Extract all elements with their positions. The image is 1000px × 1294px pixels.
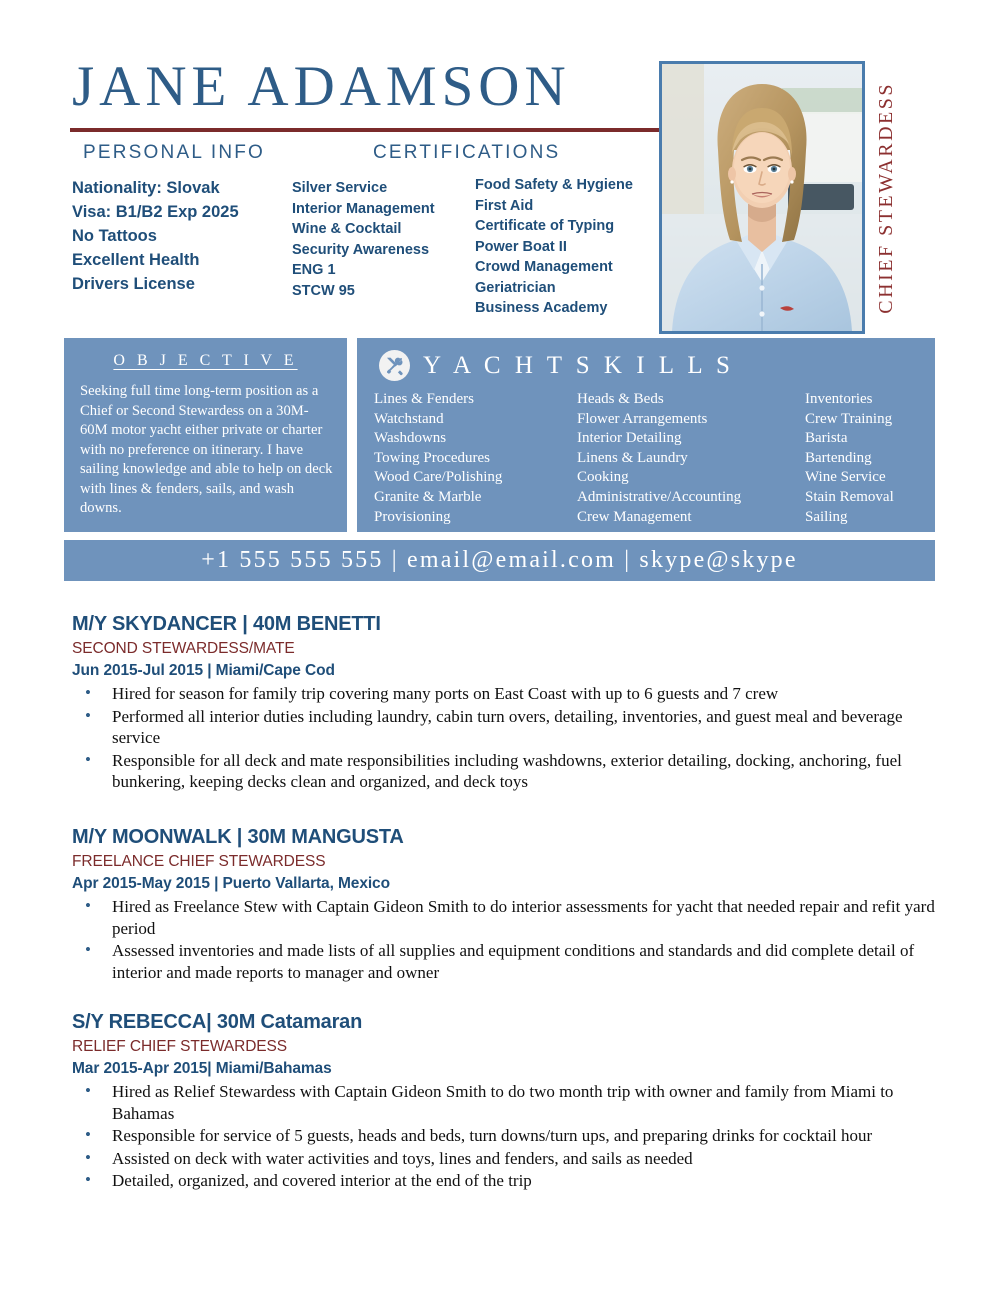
list-item: Cooking bbox=[577, 469, 629, 486]
experience-entry-2 bbox=[72, 826, 938, 984]
objective-heading: O B J E C T I V E bbox=[113, 352, 298, 369]
job-title: M/Y SKYDANCER | 40M BENETTI bbox=[72, 613, 381, 635]
list-item: Power Boat II bbox=[475, 238, 567, 255]
list-item: Geriatrician bbox=[475, 279, 556, 296]
list-item: Security Awareness bbox=[292, 241, 430, 258]
list-item: Wine & Cocktail bbox=[292, 221, 402, 237]
job-dates: Jun 2015-Jul 2015 | Miami/Cape Cod bbox=[72, 662, 335, 679]
list-item: • Detailed, organized, and covered interior at the end of the trip bbox=[72, 1170, 938, 1192]
list-item: Washdowns bbox=[374, 430, 447, 447]
job-bullets bbox=[72, 683, 938, 793]
list-item: Wood Care/Polishing bbox=[374, 469, 503, 486]
job-bullets bbox=[72, 1081, 938, 1192]
list-item: Food Safety & Hygiene bbox=[475, 177, 633, 193]
list-item: Nationality: Slovak bbox=[72, 179, 220, 197]
list-item: Provisioning bbox=[374, 508, 451, 525]
list-item: • Hired for season for family trip covering many ports on East Coast with up to 6 guests and 7 crew bbox=[72, 683, 938, 705]
objective-text: Seeking full time long-term position as a Chief or Second Stewardess on a 30M-60M motor yacht either private or charter with no preference on itinerary. I have sailing knowledge and able to help on deck with lines & fenders, sails, and wash downs. bbox=[80, 383, 333, 516]
list-item: • Responsible for service of 5 guests, heads and beds, turn downs/turn ups, and preparing drinks for cocktail hour bbox=[72, 1125, 938, 1147]
list-item: • Performed all interior duties including laundry, cabin turn overs, detailing, inventories, and guest meal and beverage service bbox=[72, 706, 938, 749]
list-item: Linens & Laundry bbox=[577, 449, 688, 466]
list-item: Visa: B1/B2 Exp 2025 bbox=[72, 203, 239, 221]
list-item: • Assisted on deck with water activities and toys, lines and fenders, and sails as needed bbox=[72, 1148, 938, 1170]
job-dates: Apr 2015-May 2015 | Puerto Vallarta, Mexico bbox=[72, 875, 390, 892]
list-item: • Assessed inventories and made lists of all supplies and equipment conditions and standards and did complete detail of interior and made reports to manager and owner bbox=[72, 940, 938, 983]
job-role: SECOND STEWARDESS/MATE bbox=[72, 640, 295, 657]
list-item: Inventories bbox=[805, 391, 873, 407]
list-item: STCW 95 bbox=[292, 282, 355, 299]
vertical-job-title-label: CHIEF STEWARDESS bbox=[874, 81, 897, 314]
yacht-skills-label: Y A C H T S K I L L S bbox=[423, 351, 734, 379]
list-item: Wine Service bbox=[805, 469, 886, 486]
list-item: Flower Arrangements bbox=[577, 410, 708, 427]
yacht-skills-heading bbox=[379, 350, 734, 381]
list-item: Silver Service bbox=[292, 180, 388, 196]
list-item: Stain Removal bbox=[805, 488, 894, 505]
list-item: • Responsible for all deck and mate responsibilities including washdowns, exterior detailing, docking, anchoring, fuel bunkering, keeping decks clean and organized, and deck toys bbox=[72, 750, 938, 793]
list-item: • Hired as Relief Stewardess with Captain Gideon Smith to do two month trip with owner and family from Miami to Bahamas bbox=[72, 1081, 938, 1124]
list-item: Barista bbox=[805, 430, 848, 447]
list-item: Business Academy bbox=[475, 300, 608, 316]
list-item: Certificate of Typing bbox=[475, 218, 615, 234]
yacht-skills-column-1 bbox=[367, 390, 577, 527]
job-role: RELIEF CHIEF STEWARDESS bbox=[72, 1038, 288, 1055]
contact-bar[interactable] bbox=[64, 540, 935, 581]
list-item: No Tattoos bbox=[72, 227, 157, 245]
list-item: Towing Procedures bbox=[374, 449, 491, 466]
avatar bbox=[659, 61, 865, 334]
yacht-skills-columns bbox=[367, 390, 927, 527]
header-divider bbox=[70, 128, 670, 132]
page-title: JANE ADAMSON bbox=[72, 55, 571, 118]
list-item: Crew Management bbox=[577, 508, 692, 525]
list-item: Drivers License bbox=[72, 275, 195, 293]
personal-info-list bbox=[72, 176, 282, 296]
list-item: First Aid bbox=[475, 197, 534, 214]
vertical-job-title bbox=[869, 55, 903, 340]
list-item: ENG 1 bbox=[292, 262, 336, 278]
portrait-photo-graphic bbox=[662, 64, 862, 331]
list-item: Interior Management bbox=[292, 200, 435, 217]
section-heading-certifications: CERTIFICATIONS bbox=[373, 142, 561, 163]
list-item: Granite & Marble bbox=[374, 488, 482, 505]
job-dates: Mar 2015-Apr 2015| Miami/Bahamas bbox=[72, 1060, 332, 1077]
yacht-skills-column-3 bbox=[805, 390, 894, 527]
crossed-tools-icon-graphic bbox=[384, 355, 405, 376]
job-title: M/Y MOONWALK | 30M MANGUSTA bbox=[72, 826, 404, 848]
list-item: Interior Detailing bbox=[577, 430, 682, 447]
experience-entry-1 bbox=[72, 613, 938, 794]
job-bullets bbox=[72, 896, 938, 983]
list-item: Heads & Beds bbox=[577, 391, 664, 407]
section-heading-personal-info: PERSONAL INFO bbox=[83, 142, 266, 163]
job-role: FREELANCE CHIEF STEWARDESS bbox=[72, 853, 326, 870]
list-item: Lines & Fenders bbox=[374, 391, 474, 407]
objective-panel bbox=[64, 338, 347, 532]
list-item: Sailing bbox=[805, 508, 848, 525]
experience-entry-3 bbox=[72, 1011, 938, 1193]
list-item: Watchstand bbox=[374, 410, 444, 427]
portrait-photo bbox=[662, 64, 862, 331]
yacht-skills-panel bbox=[357, 338, 935, 532]
certifications-column-1 bbox=[292, 178, 472, 301]
list-item: Excellent Health bbox=[72, 251, 200, 269]
list-item: Crowd Management bbox=[475, 259, 613, 275]
job-title: S/Y REBECCA| 30M Catamaran bbox=[72, 1011, 363, 1033]
contact-line[interactable]: +1 555 555 555 | email@email.com | skype@skype bbox=[201, 547, 798, 573]
list-item: Bartending bbox=[805, 449, 872, 466]
yacht-skills-column-2 bbox=[577, 390, 805, 527]
crossed-tools-icon bbox=[379, 350, 410, 381]
list-item: • Hired as Freelance Stew with Captain Gideon Smith to do interior assessments for yacht that needed repair and refit yard period bbox=[72, 896, 938, 939]
certifications-column-2 bbox=[475, 175, 675, 319]
list-item: Crew Training bbox=[805, 410, 893, 427]
list-item: Administrative/Accounting bbox=[577, 488, 742, 505]
